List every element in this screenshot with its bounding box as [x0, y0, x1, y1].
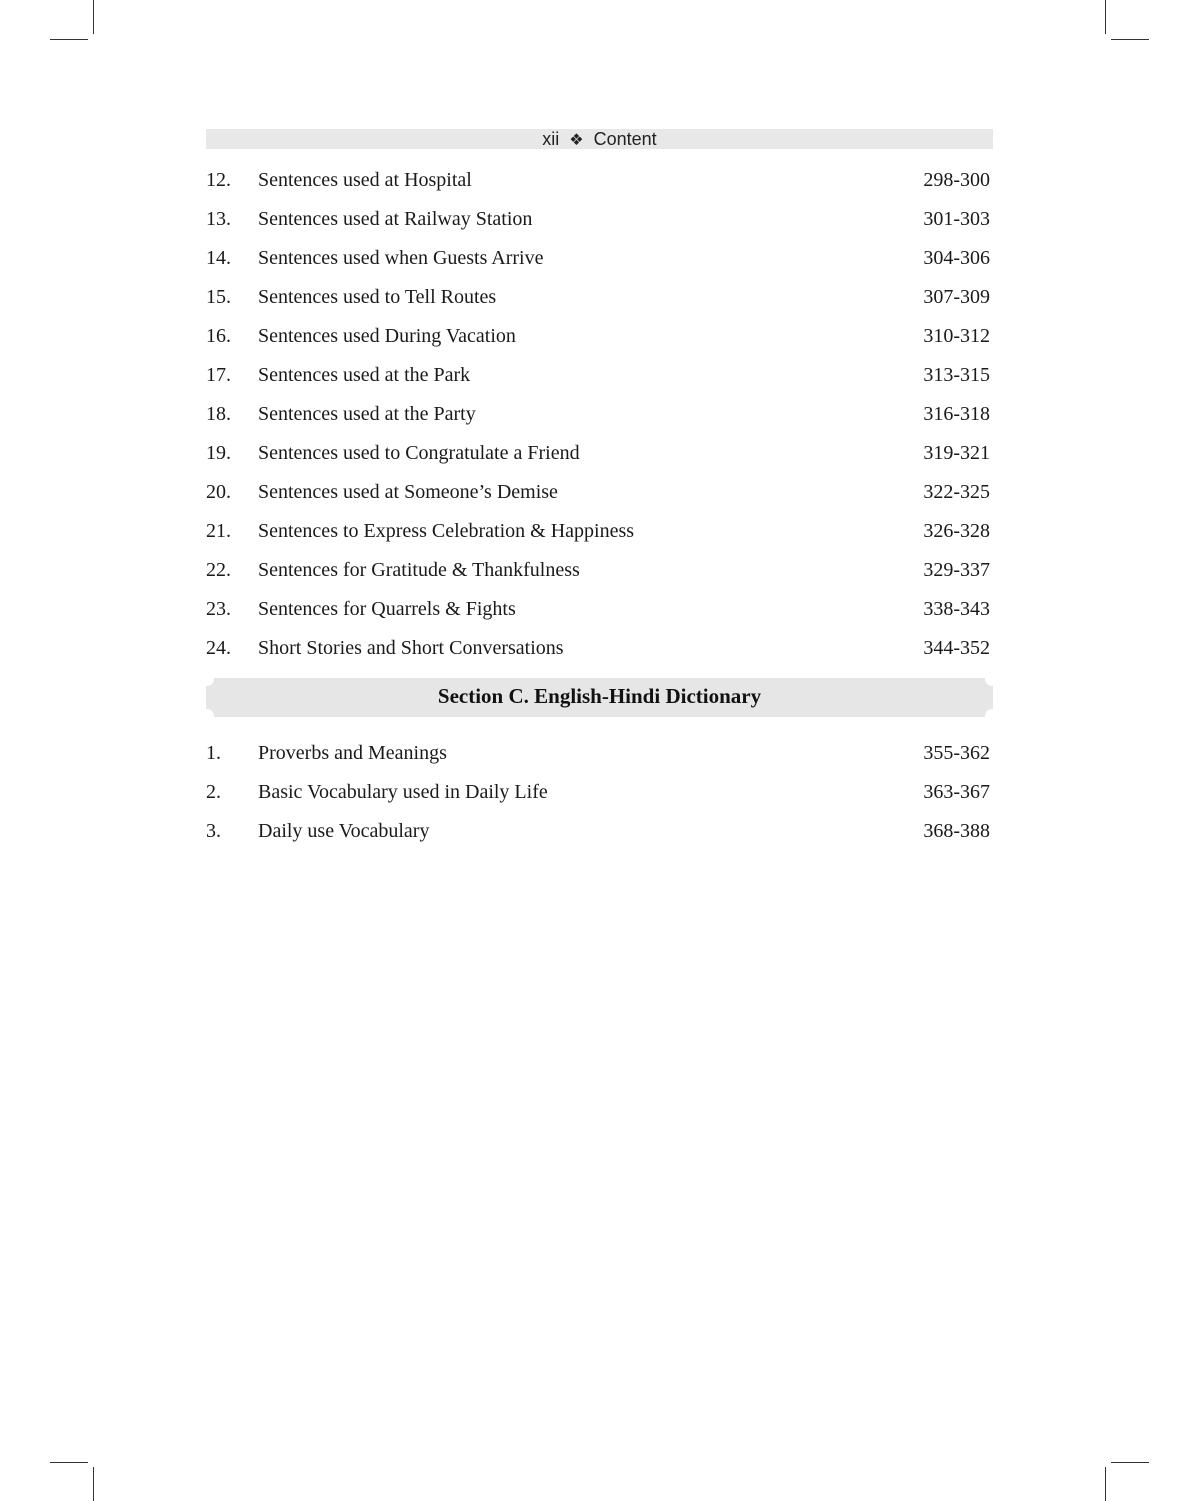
- toc-entry-title: Short Stories and Short Conversations: [258, 636, 564, 659]
- toc-entry-number: 15.: [206, 285, 231, 308]
- toc-entry[interactable]: [206, 628, 993, 667]
- toc-entry-pages: 301-303: [923, 207, 990, 230]
- toc-entry[interactable]: [206, 811, 993, 850]
- crop-mark-bottom-left-v: [93, 1467, 94, 1501]
- toc-entry-number: 22.: [206, 558, 231, 581]
- toc-entry-pages: 322-325: [923, 480, 990, 503]
- toc-entry-pages: 319-321: [923, 441, 990, 464]
- toc-entry-pages: 304-306: [923, 246, 990, 269]
- toc-entry-pages: 355-362: [923, 741, 990, 764]
- toc-entry-pages: 310-312: [923, 324, 990, 347]
- toc-entry-number: 24.: [206, 636, 231, 659]
- toc-entry-pages: 298-300: [923, 168, 990, 191]
- toc-entry[interactable]: [206, 160, 993, 199]
- toc-entry[interactable]: [206, 199, 993, 238]
- toc-entry-pages: 338-343: [923, 597, 990, 620]
- toc-entry[interactable]: [206, 394, 993, 433]
- toc-entry-number: 17.: [206, 363, 231, 386]
- toc-entry-number: 18.: [206, 402, 231, 425]
- crop-mark-bottom-right-h: [1111, 1462, 1149, 1463]
- toc-entry-pages: 329-337: [923, 558, 990, 581]
- toc-entry[interactable]: [206, 277, 993, 316]
- running-head-title: Content: [593, 129, 657, 149]
- toc-entry-number: 3.: [206, 819, 221, 842]
- toc-entry-title: Sentences used when Guests Arrive: [258, 246, 544, 269]
- toc-entry-title: Sentences used at the Party: [258, 402, 476, 425]
- toc-entry-title: Sentences used at Someone’s Demise: [258, 480, 558, 503]
- crop-mark-bottom-right-v: [1105, 1467, 1106, 1501]
- running-head: [206, 129, 993, 149]
- toc-entry-title: Basic Vocabulary used in Daily Life: [258, 780, 548, 803]
- toc-entry-title: Sentences for Quarrels & Fights: [258, 597, 516, 620]
- toc-entry-title: Sentences used at the Park: [258, 363, 471, 386]
- toc-entry[interactable]: [206, 772, 993, 811]
- toc-list-section-c: [206, 733, 993, 850]
- toc-entry[interactable]: [206, 472, 993, 511]
- toc-entry-pages: 316-318: [923, 402, 990, 425]
- toc-entry-pages: 307-309: [923, 285, 990, 308]
- toc-entry[interactable]: [206, 355, 993, 394]
- page-number: xii: [542, 129, 560, 149]
- section-title: Section C. English-Hindi Dictionary: [437, 684, 762, 708]
- toc-entry[interactable]: [206, 550, 993, 589]
- toc-entry-number: 1.: [206, 741, 221, 764]
- four-diamond-ornament-icon: ❖: [569, 132, 584, 149]
- toc-entry-title: Sentences used During Vacation: [258, 324, 516, 347]
- toc-entry[interactable]: [206, 511, 993, 550]
- toc-list-continued: [206, 160, 993, 667]
- toc-entry-number: 14.: [206, 246, 231, 269]
- toc-entry-number: 2.: [206, 780, 221, 803]
- toc-entry[interactable]: [206, 589, 993, 628]
- toc-entry-title: Sentences for Gratitude & Thankfulness: [258, 558, 580, 581]
- toc-entry-number: 16.: [206, 324, 231, 347]
- crop-mark-top-right-h: [1111, 39, 1149, 40]
- toc-entry-number: 13.: [206, 207, 231, 230]
- toc-entry-title: Proverbs and Meanings: [258, 741, 447, 764]
- toc-entry-number: 23.: [206, 597, 231, 620]
- toc-entry-title: Sentences to Express Celebration & Happiness: [258, 519, 635, 542]
- toc-entry[interactable]: [206, 238, 993, 277]
- toc-entry[interactable]: [206, 316, 993, 355]
- toc-entry[interactable]: [206, 733, 993, 772]
- toc-entry-title: Sentences used at Hospital: [258, 168, 472, 191]
- toc-entry-title: Sentences used at Railway Station: [258, 207, 533, 230]
- toc-entry-title: Sentences used to Congratulate a Friend: [258, 441, 580, 464]
- toc-entry-title: Daily use Vocabulary: [258, 819, 430, 842]
- toc-entry-number: 20.: [206, 480, 231, 503]
- crop-mark-top-left-h: [50, 39, 88, 40]
- crop-mark-top-right-v: [1105, 0, 1106, 34]
- toc-entry-pages: 368-388: [923, 819, 990, 842]
- toc-entry-pages: 313-315: [923, 363, 990, 386]
- toc-entry-title: Sentences used to Tell Routes: [258, 285, 497, 308]
- toc-entry-number: 12.: [206, 168, 231, 191]
- section-c-banner: [206, 678, 993, 717]
- toc-entry-pages: 344-352: [923, 636, 990, 659]
- toc-entry-pages: 363-367: [923, 780, 990, 803]
- toc-entry-number: 19.: [206, 441, 231, 464]
- crop-mark-bottom-left-h: [50, 1462, 88, 1463]
- crop-mark-top-left-v: [93, 0, 94, 34]
- toc-entry-pages: 326-328: [923, 519, 990, 542]
- toc-entry-number: 21.: [206, 519, 231, 542]
- toc-entry[interactable]: [206, 433, 993, 472]
